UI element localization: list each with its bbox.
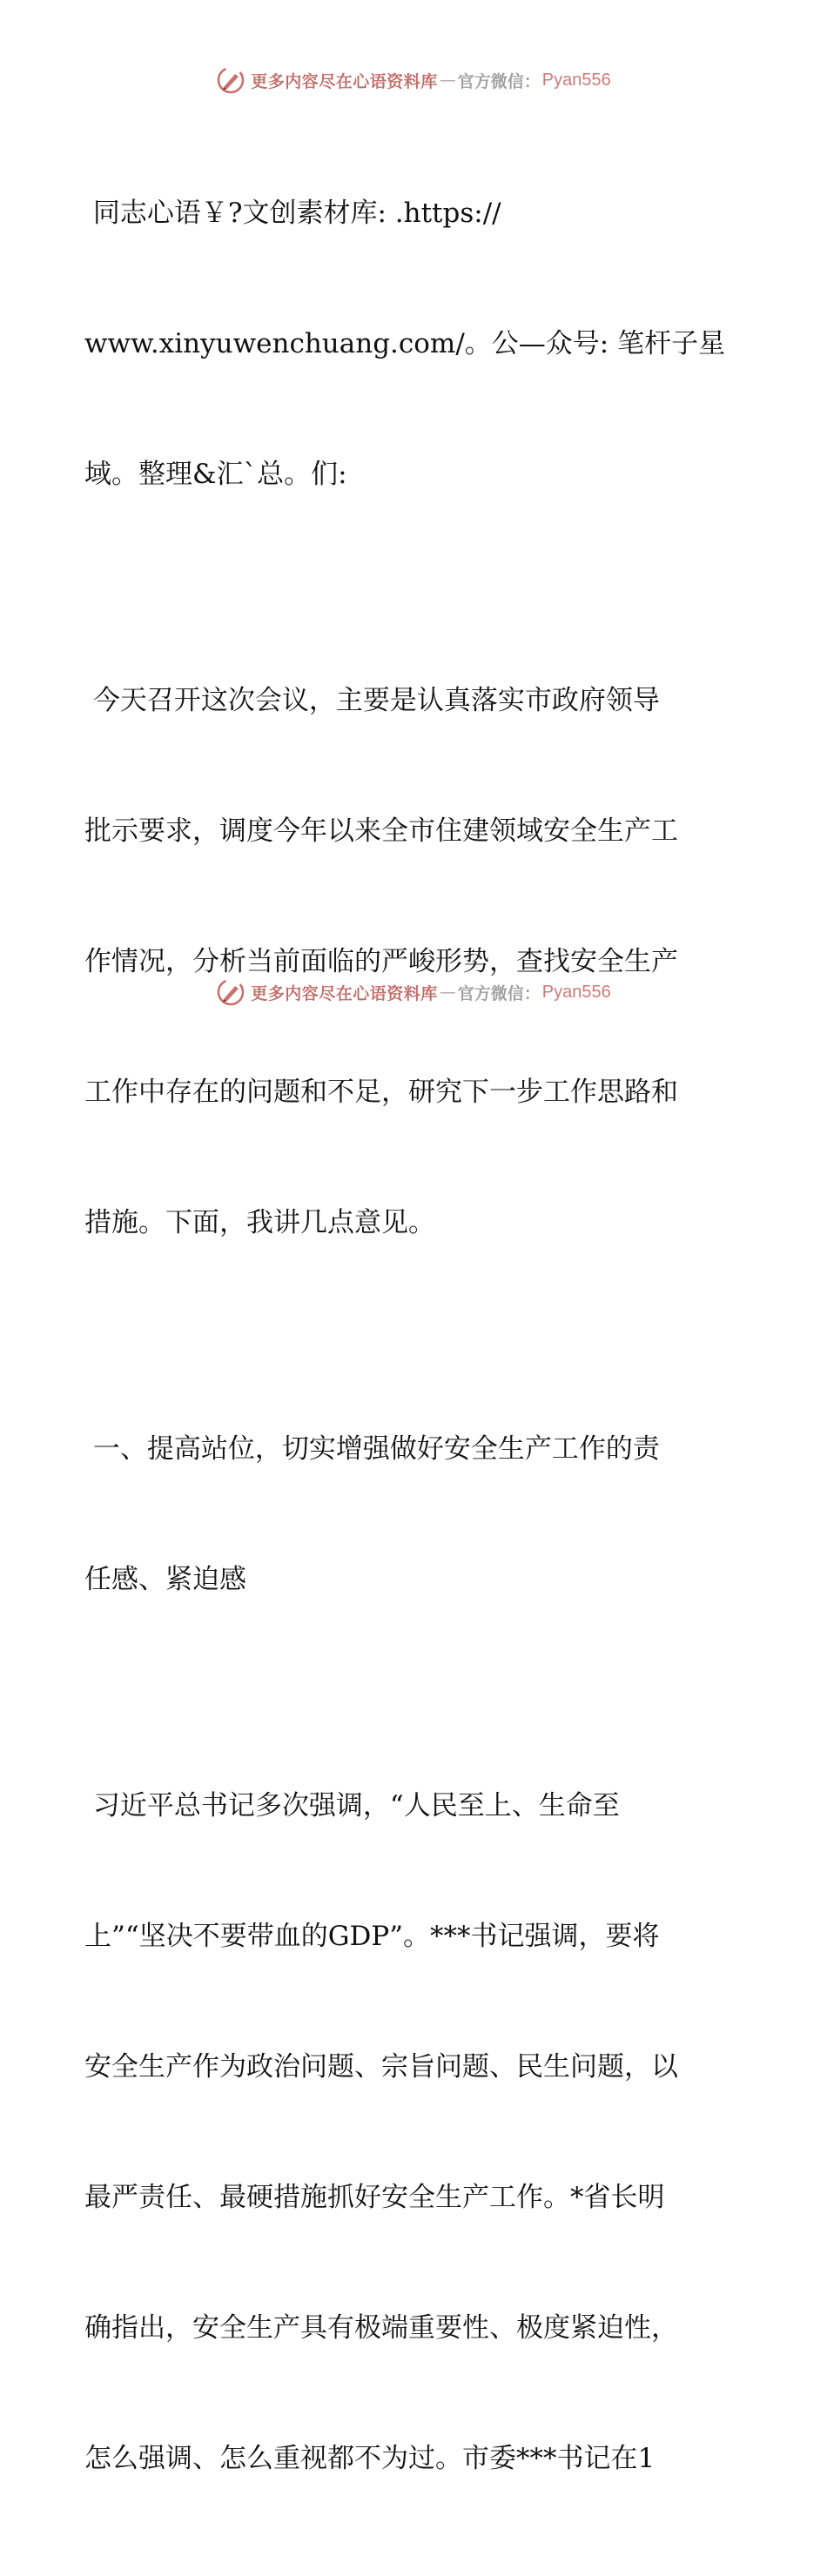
text-line: 今天召开这次会议，主要是认真落实市政府领导 xyxy=(84,685,660,716)
section-heading-1 xyxy=(84,1340,746,1688)
watermark-separator: — xyxy=(439,70,456,90)
watermark-label: 官方微信： xyxy=(457,71,541,91)
text-line: 习近平总书记多次强调，“人民至上、生命至 xyxy=(84,1790,620,1821)
paragraph-source-note xyxy=(84,104,746,583)
text-line: 作情况，分析当前面临的严峻形势，查找安全生产 xyxy=(84,946,678,977)
text-line: 域。整理&汇`总。们: xyxy=(84,459,347,490)
pen-logo-icon xyxy=(216,65,245,95)
watermark-separator: — xyxy=(439,983,456,1002)
text-line: www.xinyuwenchuang.com/。公—众号: 笔杆子星 xyxy=(84,328,726,359)
text-line: 一、提高站位，切实增强做好安全生产工作的责 xyxy=(84,1433,660,1465)
text-line: 批示要求，调度今年以来全市住建领域安全生产工 xyxy=(84,815,678,847)
pen-logo-icon xyxy=(216,977,245,1007)
text-line: 安全生产作为政治问题、宗旨问题、民生问题，以 xyxy=(84,2051,678,2083)
text-line: 措施。下面，我讲几点意见。 xyxy=(84,1207,435,1238)
text-line: 怎么强调、怎么重视都不为过。市委***书记在1 xyxy=(84,2443,656,2474)
watermark-slogan: 更多内容尽在心语资料库 xyxy=(251,71,438,91)
text-line: 上”“坚决不要带血的GDP”。***书记强调，要将 xyxy=(84,1921,660,1952)
watermark-slogan: 更多内容尽在心语资料库 xyxy=(251,983,438,1003)
footer-watermark xyxy=(0,975,827,1010)
text-line: 任感、紧迫感 xyxy=(84,1564,246,1595)
document-body xyxy=(84,104,746,2576)
paragraph-intro xyxy=(84,592,746,1332)
watermark-account: Pyan556 xyxy=(541,70,611,90)
paragraph-body xyxy=(84,1697,746,2567)
watermark-label: 官方微信： xyxy=(457,983,541,1003)
text-line: 同志心语￥?文创素材库: .https:// xyxy=(84,198,501,229)
watermark-account: Pyan556 xyxy=(541,982,611,1002)
text-line: 最严责任、最硬措施抓好安全生产工作。*省长明 xyxy=(84,2182,665,2213)
header-watermark xyxy=(0,63,827,97)
text-line: 工作中存在的问题和不足，研究下一步工作思路和 xyxy=(84,1077,678,1108)
text-line: 确指出，安全生产具有极端重要性、极度紧迫性， xyxy=(84,2312,678,2344)
